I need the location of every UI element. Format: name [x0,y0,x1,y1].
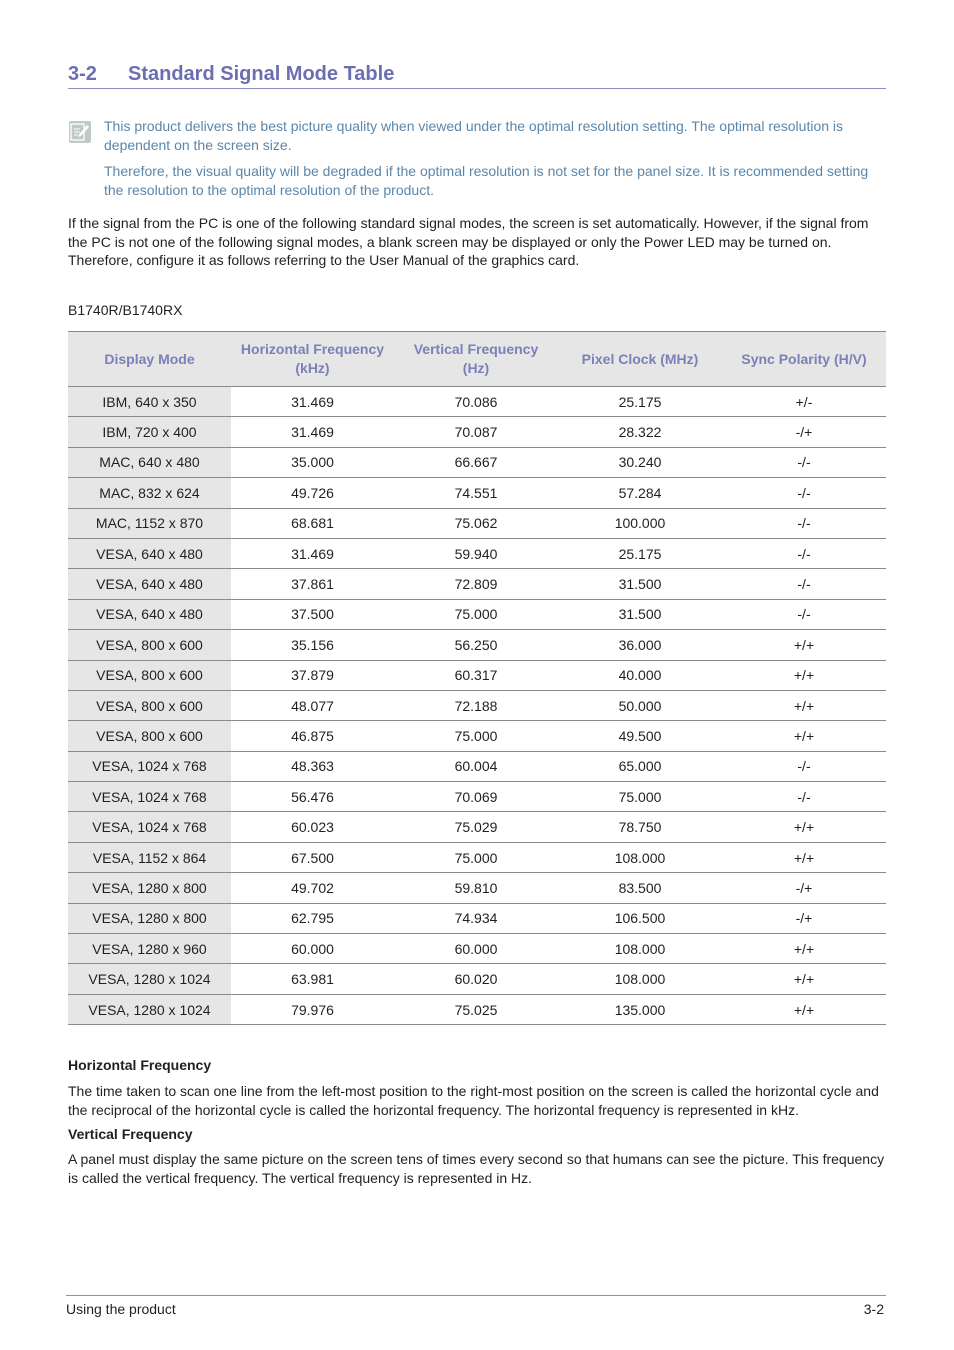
vertical-frequency-text: A panel must display the same picture on the screen tens of times every second so that humans can see the picture. This frequency is called the vertical frequency. The vertical frequency is represented in Hz. [68,1151,885,1186]
cell-display-mode: VESA, 800 x 600 [68,690,231,720]
header-sync-polarity: Sync Polarity (H/V) [722,332,886,387]
intro-paragraph: If the signal from the PC is one of the following standard signal modes, the screen is set automatically. However, if the signal from the PC is not one of the following signal modes, a blank screen may be displayed or only the Power LED may be turned on. Therefore, configure it as follows referring to the User Manual of the graphics card. [68,215,869,268]
note-paragraph-2: Therefore, the visual quality will be degraded if the optimal resolution is not set for the panel size. It is recommended setting the resolution to the optimal resolution of the product. [104,163,869,198]
cell-vertical-frequency: 75.062 [394,508,558,538]
cell-sync-polarity: -/- [722,599,886,629]
cell-display-mode: VESA, 640 x 480 [68,599,231,629]
table-row [68,417,886,447]
vertical-frequency-heading: Vertical Frequency [68,1126,193,1142]
cell-horizontal-frequency: 31.469 [231,538,394,568]
cell-pixel-clock: 31.500 [558,599,722,629]
cell-vertical-frequency: 70.069 [394,782,558,812]
cell-pixel-clock: 78.750 [558,812,722,842]
cell-horizontal-frequency: 46.875 [231,721,394,751]
cell-pixel-clock: 108.000 [558,934,722,964]
cell-display-mode: VESA, 1152 x 864 [68,842,231,872]
header-pixel-clock: Pixel Clock (MHz) [558,332,722,387]
cell-pixel-clock: 49.500 [558,721,722,751]
cell-vertical-frequency: 74.551 [394,478,558,508]
cell-display-mode: VESA, 1024 x 768 [68,812,231,842]
cell-pixel-clock: 106.500 [558,903,722,933]
cell-horizontal-frequency: 68.681 [231,508,394,538]
cell-pixel-clock: 65.000 [558,751,722,781]
cell-display-mode: VESA, 1024 x 768 [68,751,231,781]
cell-sync-polarity: -/- [722,751,886,781]
cell-vertical-frequency: 59.810 [394,873,558,903]
cell-sync-polarity: +/+ [722,812,886,842]
header-horizontal-frequency: Horizontal Frequency (kHz) [231,332,394,387]
cell-sync-polarity: -/+ [722,873,886,903]
cell-sync-polarity: +/- [722,387,886,417]
cell-pixel-clock: 36.000 [558,630,722,660]
table-row [68,538,886,568]
cell-sync-polarity: -/- [722,508,886,538]
cell-horizontal-frequency: 37.879 [231,660,394,690]
table-row [68,994,886,1024]
cell-vertical-frequency: 60.000 [394,934,558,964]
cell-sync-polarity: +/+ [722,721,886,751]
model-label: B1740R/B1740RX [68,302,183,318]
table-header-row [68,332,886,387]
cell-sync-polarity: +/+ [722,690,886,720]
cell-pixel-clock: 100.000 [558,508,722,538]
cell-pixel-clock: 25.175 [558,538,722,568]
table-row [68,630,886,660]
cell-horizontal-frequency: 67.500 [231,842,394,872]
cell-display-mode: VESA, 640 x 480 [68,538,231,568]
cell-horizontal-frequency: 79.976 [231,994,394,1024]
cell-sync-polarity: +/+ [722,964,886,994]
cell-display-mode: VESA, 1280 x 800 [68,903,231,933]
cell-sync-polarity: +/+ [722,630,886,660]
cell-vertical-frequency: 60.020 [394,964,558,994]
cell-pixel-clock: 57.284 [558,478,722,508]
cell-horizontal-frequency: 31.469 [231,417,394,447]
cell-display-mode: VESA, 1280 x 960 [68,934,231,964]
footer-page-number: 3-2 [863,1301,884,1317]
cell-vertical-frequency: 60.317 [394,660,558,690]
table-row [68,842,886,872]
cell-vertical-frequency: 74.934 [394,903,558,933]
cell-vertical-frequency: 70.086 [394,387,558,417]
table-row [68,782,886,812]
cell-vertical-frequency: 75.029 [394,812,558,842]
table-row [68,934,886,964]
cell-vertical-frequency: 72.188 [394,690,558,720]
table-row [68,873,886,903]
cell-horizontal-frequency: 60.023 [231,812,394,842]
cell-pixel-clock: 31.500 [558,569,722,599]
signal-mode-table [68,331,886,1025]
cell-vertical-frequency: 75.000 [394,599,558,629]
cell-display-mode: VESA, 1280 x 1024 [68,964,231,994]
cell-sync-polarity: -/- [722,538,886,568]
header-display-mode: Display Mode [68,332,231,387]
cell-pixel-clock: 50.000 [558,690,722,720]
table-row [68,721,886,751]
header-vertical-frequency: Vertical Frequency (Hz) [394,332,558,387]
cell-display-mode: IBM, 720 x 400 [68,417,231,447]
table-row [68,387,886,417]
cell-sync-polarity: -/- [722,569,886,599]
cell-horizontal-frequency: 35.156 [231,630,394,660]
note-paragraph-1: This product delivers the best picture quality when viewed under the optimal resolution setting. The optimal resolution is dependent on the screen size. [104,118,844,153]
cell-horizontal-frequency: 49.702 [231,873,394,903]
cell-pixel-clock: 135.000 [558,994,722,1024]
cell-horizontal-frequency: 56.476 [231,782,394,812]
cell-horizontal-frequency: 37.500 [231,599,394,629]
footer-divider [66,1295,886,1296]
cell-display-mode: VESA, 1280 x 800 [68,873,231,903]
cell-sync-polarity: +/+ [722,660,886,690]
cell-pixel-clock: 83.500 [558,873,722,903]
horizontal-frequency-heading: Horizontal Frequency [68,1057,212,1073]
cell-pixel-clock: 108.000 [558,842,722,872]
cell-vertical-frequency: 75.000 [394,842,558,872]
cell-vertical-frequency: 75.025 [394,994,558,1024]
cell-sync-polarity: +/+ [722,994,886,1024]
cell-horizontal-frequency: 48.363 [231,751,394,781]
cell-pixel-clock: 40.000 [558,660,722,690]
cell-sync-polarity: +/+ [722,934,886,964]
cell-display-mode: MAC, 832 x 624 [68,478,231,508]
footer-chapter: Using the product [66,1301,176,1317]
cell-pixel-clock: 25.175 [558,387,722,417]
cell-sync-polarity: -/- [722,782,886,812]
cell-display-mode: VESA, 800 x 600 [68,721,231,751]
cell-horizontal-frequency: 35.000 [231,447,394,477]
cell-display-mode: VESA, 800 x 600 [68,660,231,690]
cell-horizontal-frequency: 48.077 [231,690,394,720]
table-row [68,751,886,781]
cell-display-mode: VESA, 640 x 480 [68,569,231,599]
cell-vertical-frequency: 60.004 [394,751,558,781]
cell-vertical-frequency: 70.087 [394,417,558,447]
cell-vertical-frequency: 59.940 [394,538,558,568]
cell-sync-polarity: -/- [722,447,886,477]
cell-vertical-frequency: 72.809 [394,569,558,599]
cell-horizontal-frequency: 37.861 [231,569,394,599]
section-number: 3-2 [68,63,97,85]
cell-pixel-clock: 108.000 [558,964,722,994]
cell-horizontal-frequency: 31.469 [231,387,394,417]
table-row [68,447,886,477]
cell-sync-polarity: -/- [722,478,886,508]
cell-horizontal-frequency: 60.000 [231,934,394,964]
note-pencil-icon [69,121,91,143]
cell-horizontal-frequency: 63.981 [231,964,394,994]
cell-display-mode: IBM, 640 x 350 [68,387,231,417]
cell-vertical-frequency: 56.250 [394,630,558,660]
cell-horizontal-frequency: 62.795 [231,903,394,933]
cell-display-mode: VESA, 1280 x 1024 [68,994,231,1024]
section-title [68,62,886,89]
cell-sync-polarity: -/+ [722,417,886,447]
table-row [68,690,886,720]
cell-display-mode: VESA, 1024 x 768 [68,782,231,812]
table-row [68,964,886,994]
cell-vertical-frequency: 75.000 [394,721,558,751]
table-row [68,812,886,842]
cell-sync-polarity: -/+ [722,903,886,933]
cell-pixel-clock: 28.322 [558,417,722,447]
section-heading: Standard Signal Mode Table [128,63,395,85]
cell-display-mode: MAC, 640 x 480 [68,447,231,477]
cell-display-mode: VESA, 800 x 600 [68,630,231,660]
table-row [68,569,886,599]
table-row [68,508,886,538]
table-row [68,660,886,690]
cell-horizontal-frequency: 49.726 [231,478,394,508]
table-row [68,478,886,508]
cell-pixel-clock: 75.000 [558,782,722,812]
cell-pixel-clock: 30.240 [558,447,722,477]
cell-display-mode: MAC, 1152 x 870 [68,508,231,538]
table-row [68,599,886,629]
cell-sync-polarity: +/+ [722,842,886,872]
cell-vertical-frequency: 66.667 [394,447,558,477]
table-row [68,903,886,933]
horizontal-frequency-text: The time taken to scan one line from the left-most position to the right-most position on the screen is called the horizontal cycle and the reciprocal of the horizontal cycle is called the horizontal frequency. The horizontal frequency is represented in kHz. [68,1083,879,1118]
